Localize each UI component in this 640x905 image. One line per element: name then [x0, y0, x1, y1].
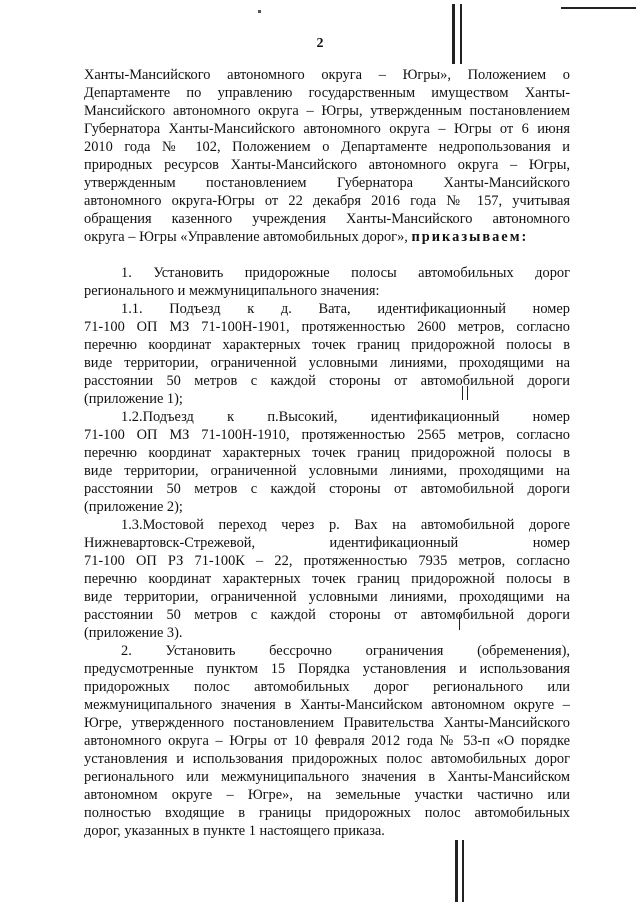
text-line: (приложение 2);: [84, 499, 183, 515]
text-line: Нижневартовск-Стрежевой, идентификационный номер: [84, 535, 570, 551]
text-line-final: [84, 228, 570, 246]
text-line: (приложение 1);: [84, 391, 183, 407]
text-line: Губернатора Ханты-Мансийского автономного округа – Югры от 6 июня: [84, 121, 570, 137]
text-line: придорожных полос автомобильных дорог регионального или: [84, 679, 570, 695]
text-line: расстоянии 50 метров с каждой стороны от автомобильной дороги: [84, 607, 570, 623]
text-line: автономном округе – Югре», на земельные участки частично или: [84, 787, 570, 803]
text-line: 1.2.Подъезд к п.Высокий, идентификационный номер: [121, 409, 570, 425]
text-line: Мансийского автономного округа – Югры, утвержденным постановлением: [84, 103, 570, 119]
text-line: автономного округа – Югры от 10 февраля 2012 года № 53-п «О порядке: [84, 733, 570, 749]
text-line: полностью входящие в границы придорожных полос автомобильных: [84, 805, 570, 821]
scan-artifact-speck: [258, 10, 261, 13]
text-line: перечню координат характерных точек границ придорожной полосы в: [84, 337, 570, 353]
text-line: регионального и межмуниципального значения:: [84, 283, 380, 299]
text-line: перечню координат характерных точек границ придорожной полосы в: [84, 571, 570, 587]
text-line: расстоянии 50 метров с каждой стороны от автомобильной дороги: [84, 481, 570, 497]
text-line: 2010 года № 102, Положением о Департаменте недропользования и: [84, 139, 570, 155]
text-line: Департаменте по управлению государственным имуществом Ханты-: [84, 85, 570, 101]
text-line: виде территории, ограниченной условными линиями, проходящими на: [84, 463, 570, 479]
text-line: перечню координат характерных точек границ придорожной полосы в: [84, 445, 570, 461]
text-line: виде территории, ограниченной условными линиями, проходящими на: [84, 589, 570, 605]
scan-artifact-line: [462, 840, 464, 902]
text-line: утвержденным постановлением Губернатора Ханты-Мансийского: [84, 175, 570, 191]
scan-artifact-line: [452, 4, 455, 64]
page-number: 2: [316, 36, 324, 51]
text-line: регионального или межмуниципального значения в Ханты-Мансийском: [84, 769, 570, 785]
text-line: обращения казенного учреждения Ханты-Мансийского автономного: [84, 211, 570, 227]
scan-artifact-line: [455, 840, 458, 902]
text-line: дорог, указанных в пункте 1 настоящего приказа.: [84, 823, 385, 839]
text-line: 71-100 ОП МЗ 71-100Н-1901, протяженностью 2600 метров, согласно: [84, 319, 570, 335]
text-line: 71-100 ОП МЗ 71-100Н-1910, протяженностью 2565 метров, согласно: [84, 427, 570, 443]
text-line: автономного округа-Югры от 22 декабря 2016 года № 157, учитывая: [84, 193, 570, 209]
text-line: (приложение 3).: [84, 625, 183, 641]
text-line: 1.3.Мостовой переход через р. Вах на автомобильной дороге: [121, 517, 570, 533]
text-line: 71-100 ОП РЗ 71-100К – 22, протяженностью 7935 метров, согласно: [84, 553, 570, 569]
text-line: 1. Установить придорожные полосы автомобильных дорог: [121, 265, 570, 281]
text-span: округа – Югры «Управление автомобильных дорог»,: [84, 229, 412, 245]
text-line: виде территории, ограниченной условными линиями, проходящими на: [84, 355, 570, 371]
text-line: Ханты-Мансийского автономного округа – Югры», Положением о: [84, 67, 570, 83]
text-line: Югре, утвержденного постановлением Правительства Ханты-Мансийского: [84, 715, 570, 731]
text-line: предусмотренные пунктом 15 Порядка установления и использования: [84, 661, 570, 677]
text-line: 1.1. Подъезд к д. Вата, идентификационный номер: [121, 301, 570, 317]
text-line: установления и использования придорожных полос автомобильных дорог: [84, 751, 570, 767]
text-line: природных ресурсов Ханты-Мансийского автономного округа – Югры,: [84, 157, 570, 173]
order-word: приказываем:: [411, 229, 529, 245]
scan-artifact-line: [561, 7, 636, 9]
scan-artifact-line: [460, 4, 462, 64]
text-line: 2. Установить бессрочно ограничения (обременения),: [121, 643, 570, 659]
text-line: расстоянии 50 метров с каждой стороны от автомобильной дороги: [84, 373, 570, 389]
text-line: межмуниципального значения в Ханты-Мансийском автономном округе –: [84, 697, 570, 713]
